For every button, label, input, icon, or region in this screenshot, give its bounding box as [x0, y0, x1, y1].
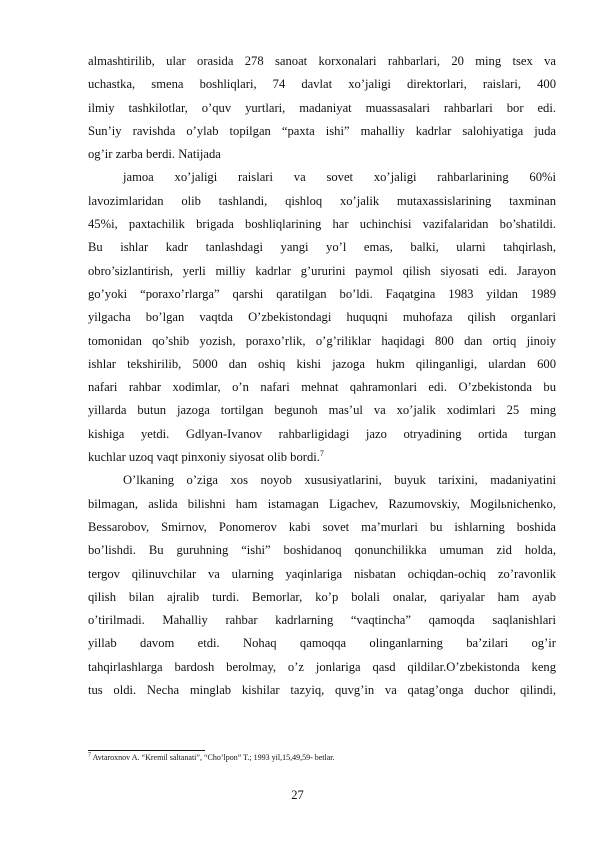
footnote-marker: 7	[88, 752, 91, 759]
paragraph-3-line-7: o’tirilmadi. Mahalliy rahbar kadrlarning “vaqtincha” qamoqda saqlanishlari	[88, 613, 556, 628]
paragraph-3-line-9: tahqirlashlarga bardosh berolmay, o’z jonlariga qasd qildilar.O’zbekistonda keng	[88, 659, 556, 674]
paragraph-3-line-8: yillab davom etdi. Nohaq qamoqqa olinganlarning ba’zilari og’ir	[88, 636, 556, 651]
footnote-divider	[88, 750, 205, 751]
paragraph-2-line-1: jamoa xo’jaligi raislari va sovet xo’jaligi rahbarlarining 60%i	[123, 170, 556, 185]
paragraph-2-line-13	[88, 446, 556, 469]
paragraph-1-line-2: uchastka, smena boshliqlari, 74 davlat xo’jaligi direktorlari, raislari, 400	[88, 77, 556, 92]
paragraph-2-line-8: tomonidan qo’shib yozish, poraxo’rlik, o’g’riliklar haqidagi 800 dan ortiq jinoiy	[88, 333, 556, 348]
paragraph-2-line-7: yilgacha bo’lgan vaqtda O’zbekistondagi huquqni muhofaza qilish organlari	[88, 310, 556, 325]
paragraph-3-line-1: O’lkaning o’ziga xos noyob xususiyatlarini, buyuk tarixini, madaniyatini	[123, 473, 556, 488]
footnote-reference: 7	[319, 448, 324, 458]
paragraph-3-line-5: tergov qilinuvchilar va ularning yaqinlariga nisbatan ochiqdan-ochiq zo’ravonlik	[88, 566, 556, 581]
paragraph-2-line-4: Bu ishlar kadr tanlashdagi yangi yo’l emas, balki, ularni tahqirlash,	[88, 240, 556, 255]
paragraph-2-line-9: ishlar tekshirilib, 5000 dan oshiq kishi jazoga hukm qilinganligi, ulardan 600	[88, 356, 556, 371]
footnote	[88, 753, 558, 763]
footnote-text: Avtaroxnov A. “Kremil saltanati”, “Cho’lpon” T.; 1993 yil,15,49,59- betlar.	[92, 753, 335, 762]
paragraph-2-line-5: obro’sizlantirish, yerli milliy kadrlar g’ururini paymol qilish siyosati edi. Jarayon	[88, 263, 556, 278]
paragraph-2-line-2: lavozimlaridan olib tashlandi, qishloq xo’jalik mutaxassislarining taxminan	[88, 193, 556, 208]
paragraph-3-line-4: bo’lishdi. Bu guruhning “ishi” boshidanoq qonunchilikka umuman zid holda,	[88, 543, 556, 558]
page-number: 27	[291, 788, 304, 802]
paragraph-2-line-6: go’yoki “poraxo’rlarga” qarshi qaratilgan bo’ldi. Faqatgina 1983 yildan 1989	[88, 286, 556, 301]
body-text	[88, 50, 556, 702]
paragraph-3-line-6: qilish bilan ajralib turdi. Bemorlar, ko’p bolali onalar, qariyalar ham ayab	[88, 589, 556, 604]
paragraph-2-line-13-text: kuchlar uzoq vaqt pinxoniy siyosat olib bordi.	[88, 450, 320, 465]
paragraph-3-line-2: bilmagan, aslida bilishni ham istamagan Ligachev, Razumovskiy, Mogilьnichenko,	[88, 496, 556, 511]
paragraph-1-line-1: almashtirilib, ular orasida 278 sanoat korxonalari rahbarlari, 20 ming tsex va	[88, 54, 556, 68]
paragraph-3-line-10: tus oldi. Necha minglab kishilar tazyiq, quvg’in va qatag’onga duchor qilindi,	[88, 683, 556, 698]
paragraph-1-line-3: ilmiy tashkilotlar, o’quv yurtlari, madaniyat muassasalari rahbarlari bor edi.	[88, 100, 556, 115]
paragraph-2-line-11: yillarda butun jazoga tortilgan begunoh mas’ul va xo’jalik xodimlari 25 ming	[88, 403, 556, 418]
paragraph-2-line-10: nafari rahbar xodimlar, o’n nafari mehnat qahramonlari edi. O’zbekistonda bu	[88, 380, 556, 395]
paragraph-2-line-3: 45%i, paxtachilik brigada boshliqlarining har uchinchisi vazifalaridan bo’shatildi.	[88, 217, 556, 232]
paragraph-1-line-5: og’ir zarba berdi. Natijada	[88, 147, 221, 162]
paragraph-2-line-12: kishiga yetdi. Gdlyan-Ivanov rahbarligidagi jazo otryadining ortida turgan	[88, 426, 556, 441]
paragraph-1-line-4: Sun’iy ravishda o’ylab topilgan “paxta ishi” mahalliy kadrlar salohiyatiga juda	[88, 123, 556, 138]
paragraph-3-line-3: Bessarobov, Smirnov, Ponomerov kabi sovet ma’murlari bu ishlarning boshida	[88, 519, 556, 534]
